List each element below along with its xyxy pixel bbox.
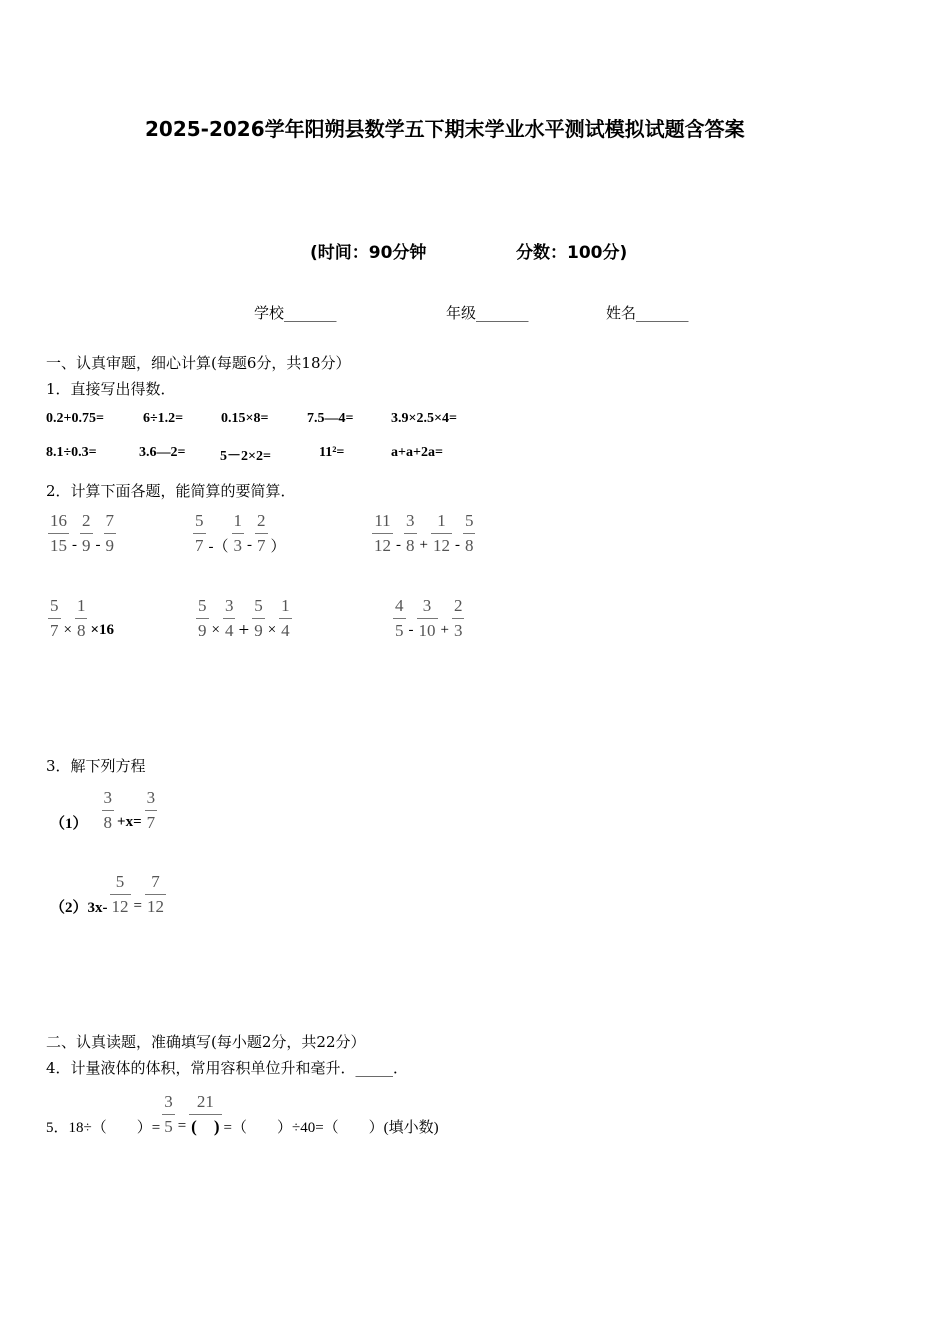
q2-expression-1 (46, 509, 118, 558)
operator: = (177, 1118, 187, 1134)
q5-prefix: 5．18÷（ ）= (46, 1120, 161, 1136)
operator: - (396, 537, 401, 553)
operator: ） (270, 539, 286, 555)
name-field[interactable]: 姓名_______ (606, 304, 689, 322)
fraction: $\frac{5}{9}$ (196, 594, 209, 643)
operator: ×16 (90, 622, 115, 638)
question-3-label: 3．解下列方程 (46, 757, 146, 775)
school-field[interactable]: 学校_______ (254, 304, 337, 322)
q1-item: a+a+2a= (391, 445, 443, 460)
exam-time: (时间：90分钟 (310, 243, 427, 263)
fraction: $\frac{16}{15}$ (48, 509, 69, 558)
fraction: $\frac{2}{3}$ (452, 594, 465, 643)
fraction: $\frac{1}{3}$ (232, 509, 245, 558)
fraction: $\frac{21}{( )}$ (189, 1090, 221, 1139)
operator: - (72, 537, 77, 553)
q1-item: 3.9×2.5×4= (391, 411, 457, 426)
q1-item: 6÷1.2= (143, 411, 184, 426)
question-2-label: 2．计算下面各题，能简算的要简算． (46, 482, 296, 500)
operator: = (133, 898, 142, 914)
q1-item: 0.15×8= (221, 411, 269, 426)
equation-label: （1） (50, 816, 88, 832)
equation-label: （2）3x- (50, 900, 108, 916)
operator: + (440, 622, 449, 638)
fraction: $\frac{3}{4}$ (223, 594, 236, 643)
operator: + (238, 619, 250, 641)
fraction: $\frac{1}{8}$ (75, 594, 88, 643)
q3-equation-2 (50, 870, 168, 919)
q5-suffix: =（ ）÷40=（ ）(填小数) (223, 1120, 439, 1136)
fraction: $\frac{5}{7}$ (193, 509, 206, 558)
operator: +x= (117, 814, 142, 830)
q2-expression-2 (191, 509, 287, 558)
fraction: $\frac{11}{12}$ (372, 509, 393, 558)
operator: × (267, 622, 277, 638)
grade-field[interactable]: 年级_______ (446, 304, 529, 322)
fraction: $\frac{7}{12}$ (145, 870, 166, 919)
q1-item: 7.5—4= (307, 411, 354, 426)
operator: - (408, 622, 414, 638)
operator: - (247, 537, 252, 553)
section-1-heading: 一、认真审题，细心计算(每题6分，共18分） (46, 354, 351, 372)
fraction: $\frac{4}{5}$ (393, 594, 406, 643)
operator: + (419, 537, 428, 553)
fraction: $\frac{5}{7}$ (48, 594, 61, 643)
q2-expression-3 (370, 509, 477, 558)
q1-item: 0.2+0.75= (46, 411, 104, 426)
fraction: $\frac{3}{7}$ (145, 786, 158, 835)
fraction: $\frac{5}{12}$ (110, 870, 131, 919)
q1-item: 8.1÷0.3= (46, 445, 97, 460)
fraction: $\frac{1}{12}$ (431, 509, 452, 558)
q2-expression-5 (194, 594, 294, 643)
fraction: $\frac{2}{9}$ (80, 509, 93, 558)
q2-expression-4 (46, 594, 115, 643)
question-1-label: 1．直接写出得数． (46, 380, 176, 398)
question-5 (46, 1090, 439, 1139)
fraction: $\frac{3}{8}$ (102, 786, 115, 835)
operator: × (63, 622, 72, 638)
fraction: $\frac{1}{4}$ (279, 594, 292, 643)
exam-score: 分数：100分) (516, 243, 628, 263)
fraction: $\frac{3}{10}$ (417, 594, 438, 643)
q1-item: 5－2×2= (220, 449, 271, 464)
q1-item: 11²= (319, 445, 345, 460)
operator: - (454, 537, 460, 553)
fraction: $\frac{5}{9}$ (252, 594, 265, 643)
operator: - (95, 537, 101, 553)
operator: × (211, 622, 220, 638)
page-title: 2025-2026学年阳朔县数学五下期末学业水平测试模拟试题含答案 (145, 117, 745, 141)
fraction: $\frac{3}{5}$ (162, 1090, 175, 1139)
fraction: $\frac{3}{8}$ (404, 509, 417, 558)
q3-equation-1 (50, 786, 159, 835)
q1-item: 3.6—2= (139, 445, 186, 460)
fraction: $\frac{7}{9}$ (104, 509, 117, 558)
section-2-heading: 二、认真读题，准确填写(每小题2分，共22分） (46, 1033, 366, 1051)
fraction: $\frac{2}{7}$ (255, 509, 268, 558)
q2-expression-6 (391, 594, 466, 643)
fraction: $\frac{5}{8}$ (463, 509, 476, 558)
operator: -（ (208, 539, 229, 555)
question-4: 4．计量液体的体积，常用容积单位升和毫升．_____． (46, 1059, 409, 1077)
